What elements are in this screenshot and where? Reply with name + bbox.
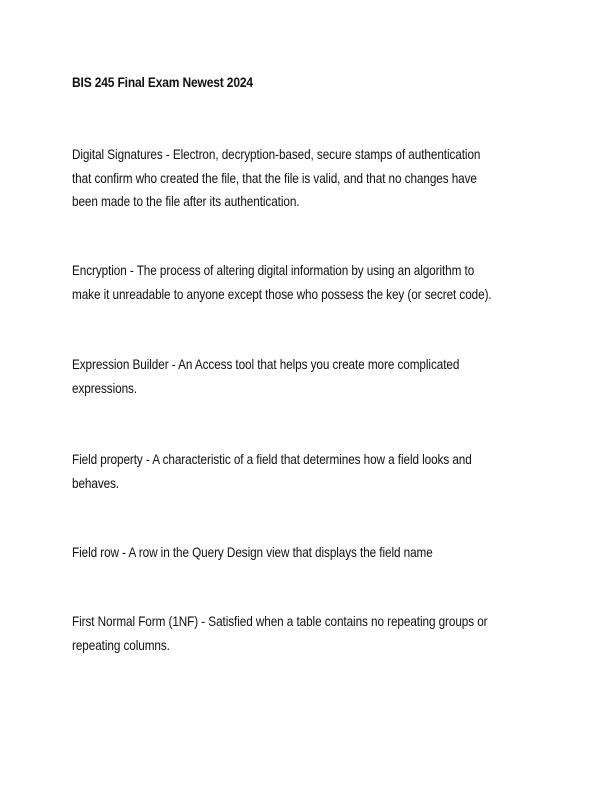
document-title: BIS 245 Final Exam Newest 2024 [72,74,253,90]
entry-expression-builder [72,353,526,400]
entry-line: Encryption - The process of altering digital information by using an algorithm to [72,262,475,278]
entry-field-property [72,448,526,495]
entry-line: repeating columns. [72,636,170,653]
entry-first-normal-form [72,610,526,657]
entry-line: Expression Builder - An Access tool that helps you create more complicated [72,356,460,372]
entry-field-row [72,541,526,565]
entry-line: behaves. [72,474,120,491]
entry-line: First Normal Form (1NF) - Satisfied when a table contains no repeating groups or [72,613,488,629]
entry-line: make it unreadable to anyone except those who possess the key (or secret code). [72,285,492,302]
entry-line: Field row - A row in the Query Design view that displays the field name [72,544,433,560]
entry-encryption [72,259,526,306]
entry-line: that confirm who created the file, that the file is valid, and that no changes have [72,169,477,186]
entry-line: Digital Signatures - Electron, decryption-based, secure stamps of authentication [72,146,481,162]
entry-digital-signatures [72,143,526,214]
entry-line: Field property - A characteristic of a field that determines how a field looks and [72,451,472,467]
entry-line: expressions. [72,379,138,396]
entry-line: been made to the file after its authentication. [72,193,300,209]
